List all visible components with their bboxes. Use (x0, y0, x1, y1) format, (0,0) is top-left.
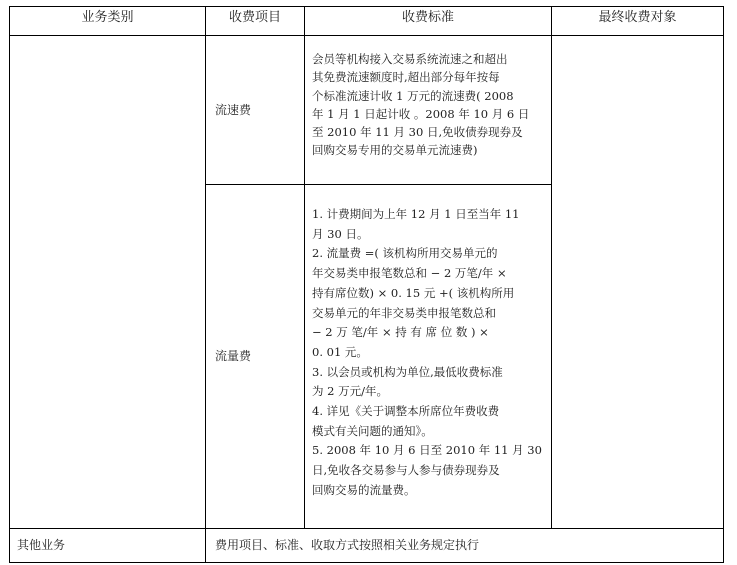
other-business-category: 其他业务 (17, 538, 66, 552)
item-flow-volume-fee: 流量费 (215, 349, 252, 363)
item-flow-speed-fee: 流速费 (215, 103, 252, 117)
table-right-border (723, 6, 724, 563)
standard-line: 回购交易的流量费。 (312, 482, 416, 497)
standard-line: 5. 2008 年 10 月 6 日至 2010 年 11 月 30 (312, 443, 542, 458)
standard-line: 2. 流量费 =( 该机构所用交易单元的 (312, 246, 498, 261)
standard-line: 其免费流速额度时,超出部分每年按每 (312, 70, 500, 85)
standard-line: 为 2 万元/年。 (312, 384, 389, 399)
standard-line: 至 2010 年 11 月 30 日,免收债券现券及 (312, 125, 523, 140)
col-divider-2 (304, 6, 305, 529)
standard-line: 3. 以会员或机构为单位,最低收费标准 (312, 364, 503, 379)
standard-line: 交易单元的年非交易类申报笔数总和 (312, 305, 496, 320)
table-bottom-border (9, 562, 724, 563)
standard-line: 月 30 日。 (312, 226, 369, 241)
standard-line: 模式有关问题的通知》。 (312, 423, 433, 438)
header-category: 业务类别 (81, 10, 134, 25)
row-divider (205, 184, 551, 185)
header-item: 收费项目 (228, 10, 281, 25)
table-left-border (9, 6, 10, 563)
standard-flow-volume-fee (312, 205, 548, 501)
standard-line: 4. 详见《关于调整本所席位年费收费 (312, 404, 500, 419)
other-row-top-border (9, 528, 724, 529)
standard-line: 个标准流速计收 1 万元的流速费( 2008 (312, 88, 514, 103)
standard-line: 会员等机构接入交易系统流速之和超出 (312, 52, 508, 66)
standard-line: 0. 01 元。 (312, 344, 368, 359)
standard-line: 日,免收各交易参与人参与债券现券及 (312, 463, 500, 478)
standard-line: 回购交易专用的交易单元流速费) (312, 143, 478, 158)
col-divider-3 (551, 6, 552, 529)
standard-line: 1. 计费期间为上年 12 月 1 日至当年 11 (312, 207, 520, 221)
standard-line: 持有席位数) × 0. 15 元 +( 该机构所用 (312, 285, 515, 300)
standard-line: 年交易类申报笔数总和 − 2 万笔/年 × (312, 266, 507, 281)
header-final-object: 最终收费对象 (598, 10, 677, 25)
standard-line: 年 1 月 1 日起计收 。2008 年 10 月 6 日 (312, 106, 530, 121)
header-standard: 收费标准 (401, 10, 454, 25)
other-business-description: 费用项目、标准、收取方式按照相关业务规定执行 (215, 538, 480, 552)
standard-line: − 2 万 笔/年 × 持 有 席 位 数 ) × (312, 325, 489, 340)
header-bottom-border (9, 35, 724, 36)
col-divider-1 (205, 6, 206, 563)
standard-flow-speed-fee (312, 50, 546, 160)
